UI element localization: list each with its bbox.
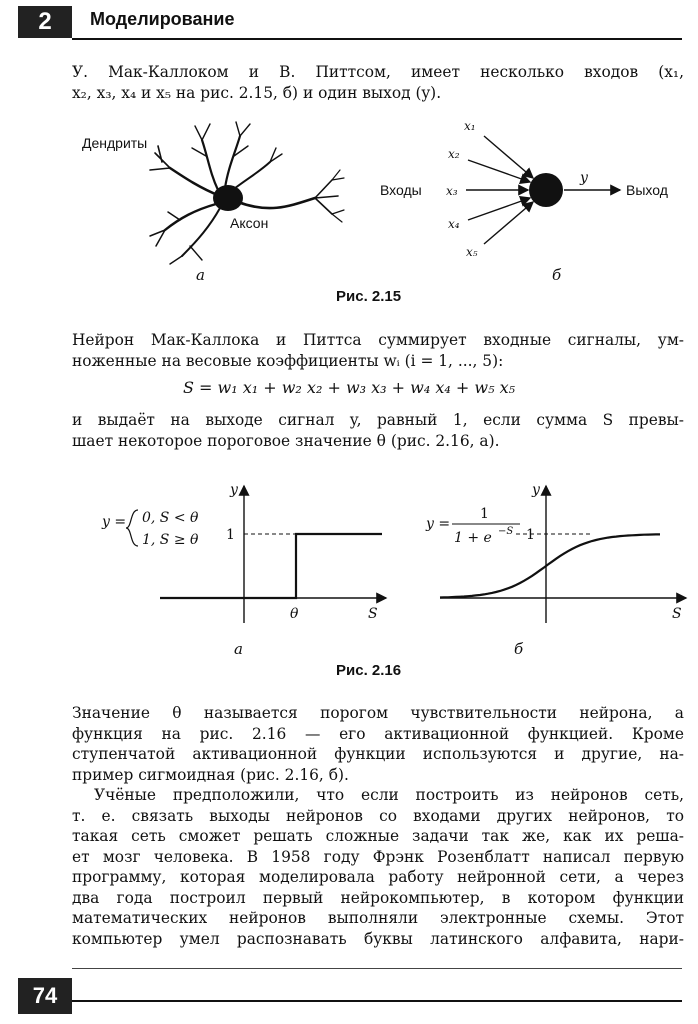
fig-2-15-sub-a: а <box>196 266 205 284</box>
intro-paragraph <box>72 62 684 103</box>
threshold-paragraph <box>72 410 684 451</box>
input-x1: x₁ <box>464 119 476 133</box>
output-var: y <box>580 170 588 186</box>
intro-line-1: У. Мак-Каллоком и В. Питтсом, имеет несколько входов (x₁, <box>72 63 684 81</box>
sum-formula: S = w₁ x₁ + w₂ x₂ + w₃ x₃ + w₄ x₄ + w₅ x₅ <box>182 378 515 397</box>
body-line: пример сигмоидная (рис. 2.16, б). <box>72 765 349 784</box>
body-line: математических нейронов выполняли электронные схемы. Этот <box>72 909 684 927</box>
sigmoid-axis-y: y <box>532 482 540 498</box>
sigmoid-denominator: 1 + e <box>454 530 492 546</box>
body-line: Учёные предположили, что если построить из нейронов сеть, <box>94 786 684 804</box>
sum-paragraph <box>72 330 684 371</box>
fig-2-16-sub-b: б <box>514 640 524 658</box>
body-paragraph <box>72 703 684 949</box>
label-axon: Аксон <box>230 215 269 231</box>
chapter-title: Моделирование <box>90 9 235 29</box>
figure-2-15-b <box>376 118 696 268</box>
step-tick-one: 1 <box>226 527 235 543</box>
body-line: два года построил первый нейрокомпьютер, в котором функции <box>72 888 684 907</box>
body-line: ступенчатой активационной функции используются и другие, на- <box>72 745 684 763</box>
step-case-2: 1, S ≥ θ <box>142 532 199 548</box>
sum-line-2: ноженные на весовые коэффициенты wᵢ (i = 1, ..., 5): <box>72 351 504 370</box>
body-line: ет мозг человека. В 1958 году Фрэнк Розенблатт написал первую <box>72 847 684 866</box>
fig-2-16-sub-a: а <box>234 640 243 658</box>
footer-thin-rule <box>72 968 682 969</box>
input-x2: x₂ <box>448 147 460 161</box>
page-header <box>0 0 698 44</box>
input-arrow-1 <box>484 136 533 178</box>
sigmoid-exponent: −S <box>498 526 514 537</box>
input-x5: x₅ <box>466 245 478 259</box>
sigmoid-numerator: 1 <box>480 506 489 522</box>
intro-line-2: x₂, x₃, x₄ и x₅ на рис. 2.15, б) и один выход (y). <box>72 83 442 102</box>
input-x3: x₃ <box>446 184 458 198</box>
figure-2-16-a <box>100 478 390 628</box>
fig-2-15-sub-b: б <box>552 266 562 284</box>
fig-2-15-caption: Рис. 2.15 <box>336 288 402 305</box>
label-output: Выход <box>626 182 668 198</box>
chapter-number: 2 <box>18 6 72 38</box>
sum-line-1: Нейрон Мак-Каллока и Питтса суммирует входные сигналы, ум- <box>72 331 684 349</box>
step-y-eq: y = <box>102 514 127 530</box>
figure-2-16-b <box>420 478 690 628</box>
sigmoid-y-eq: y = <box>426 516 451 532</box>
body-line: компьютер умел распознавать буквы латинского алфавита, нари- <box>72 929 684 948</box>
body-line: программу, которая моделировала работу нейронной сети, а через <box>72 868 684 886</box>
footer-rule <box>72 1000 682 1002</box>
page-number: 74 <box>18 978 72 1014</box>
input-x4: x₄ <box>448 217 460 231</box>
body-line: функция на рис. 2.16 — его активационной функцией. Кроме <box>72 724 684 743</box>
input-arrow-5 <box>484 202 533 244</box>
sigmoid-tick-one: 1 <box>526 527 535 543</box>
body-line: Значение θ называется порогом чувствительности нейрона, а <box>72 704 684 722</box>
input-arrow-4 <box>468 198 530 220</box>
step-axis-y: y <box>230 482 238 498</box>
neuron-soma <box>213 185 243 211</box>
label-inputs: Входы <box>380 182 422 198</box>
step-axis-x: S <box>368 606 378 622</box>
input-arrow-2 <box>468 160 530 182</box>
header-rule <box>72 38 682 40</box>
threshold-line-1: и выдаёт на выходе сигнал y, равный 1, если сумма S превы- <box>72 411 684 429</box>
label-dendrites: Дендриты <box>82 135 148 151</box>
body-line: т. е. связать выходы нейронов со входами других нейронов, то <box>72 806 684 825</box>
sigmoid-axis-x: S <box>672 606 682 622</box>
body-line: такая сеть сможет решать сложные задачи так же, как их реша- <box>72 827 684 845</box>
threshold-line-2: шает некоторое пороговое значение θ (рис. 2.16, а). <box>72 431 500 450</box>
fig-2-16-caption: Рис. 2.16 <box>336 662 402 679</box>
step-brace <box>126 510 138 546</box>
step-case-1: 0, S < θ <box>142 510 199 526</box>
step-tick-theta: θ <box>290 606 299 622</box>
neuron-node <box>529 173 563 207</box>
figure-2-15-a <box>70 118 360 268</box>
